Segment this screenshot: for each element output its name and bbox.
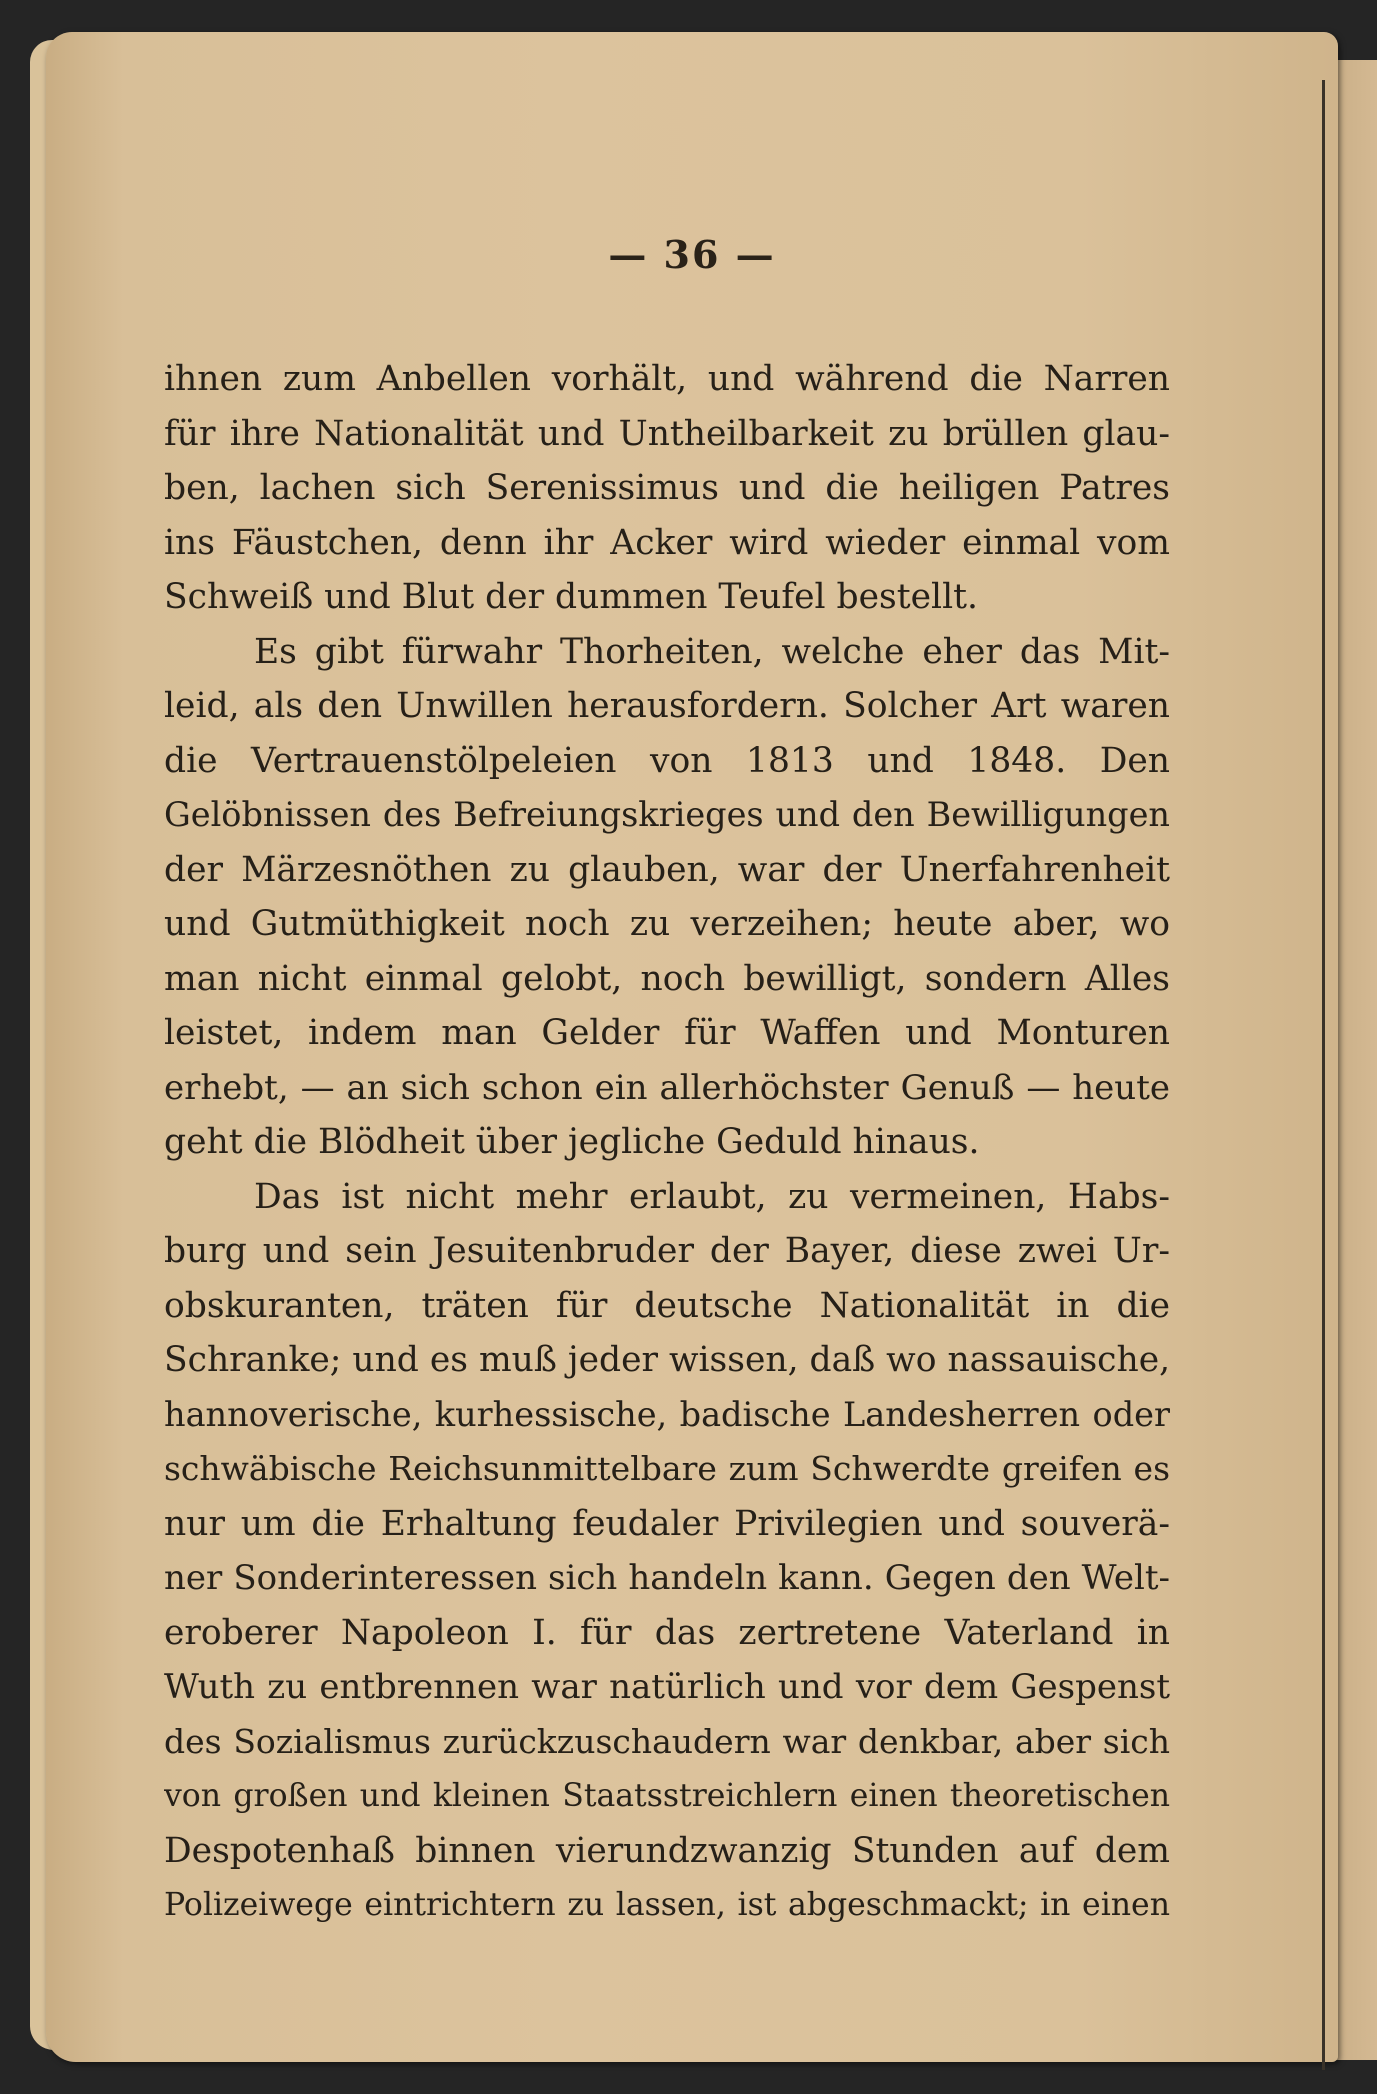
text-line: geht die Blödheit über jegliche Geduld hinaus.: [164, 1122, 980, 1162]
text-line: Schranke; und es muß jeder wissen, daß wo nassauische,: [164, 1340, 1170, 1380]
text-line: von großen und kleinen Staatsstreichlern einen theoretischen: [164, 1778, 1170, 1814]
body-text: [164, 352, 1170, 1933]
text-line: erhebt, — an sich schon ein allerhöchster Genuß — heute: [164, 1067, 1170, 1108]
text-line: schwäbische Reichsunmittelbare zum Schwerdte greifen es: [164, 1449, 1170, 1488]
text-line: man nicht einmal gelobt, noch bewilligt, sondern Alles: [164, 958, 1170, 999]
text-line: ins Fäustchen, denn ihr Acker wird wieder einmal vom: [164, 522, 1170, 563]
text-line: die Vertrauenstölpeleien von 1813 und 1848. Den: [164, 740, 1170, 781]
text-line: der Märzesnöthen zu glauben, war der Unerfahrenheit: [164, 849, 1170, 890]
text-line: Gelöbnissen des Befreiungskrieges und den Bewilligungen: [164, 795, 1170, 834]
book-page: [46, 32, 1338, 2062]
text-line: leid, als den Unwillen herausfordern. Solcher Art waren: [164, 686, 1170, 726]
text-line: nur um die Erhaltung feudaler Privilegien und souverä-: [164, 1503, 1170, 1544]
text-line: Polizeiwege eintrichtern zu lassen, ist abgeschmackt; in einen: [164, 1887, 1170, 1923]
text-line: Wuth zu entbrennen war natürlich und vor dem Gespenst: [164, 1667, 1170, 1707]
text-line: und Gutmüthigkeit noch zu verzeihen; heute aber, wo: [164, 904, 1170, 944]
paragraph-start-line: Es gibt fürwahr Thorheiten, welche eher das Mit-: [254, 631, 1170, 672]
gutter-shadow: [1322, 80, 1325, 2070]
text-line: für ihre Nationalität und Untheilbarkeit zu brüllen glau-: [164, 413, 1170, 454]
text-line: Schweiß und Blut der dummen Teufel bestellt.: [164, 577, 978, 617]
text-line: Despotenhaß binnen vierundzwanzig Stunden auf dem: [164, 1830, 1170, 1871]
paragraph-start-line: Das ist nicht mehr erlaubt, zu vermeinen, Habs-: [254, 1176, 1170, 1217]
text-line: ner Sonderinteressen sich handeln kann. Gegen den Welt-: [164, 1558, 1170, 1598]
text-line: ihnen zum Anbellen vorhält, und während die Narren: [164, 359, 1170, 399]
page-number: — 36 —: [608, 232, 776, 277]
text-line: hannoverische, kurhessische, badische Landesherren oder: [164, 1394, 1170, 1434]
text-line: ben, lachen sich Serenissimus und die heiligen Patres: [164, 468, 1170, 508]
text-line: burg und sein Jesuitenbruder der Bayer, diese zwei Ur-: [164, 1231, 1170, 1271]
text-line: des Sozialismus zurückzuschaudern war denkbar, aber sich: [164, 1721, 1170, 1761]
text-line: eroberer Napoleon I. für das zertretene Vaterland in: [164, 1612, 1170, 1653]
text-line: obskuranten, träten für deutsche Nationalität in die: [164, 1285, 1170, 1326]
text-line: leistet, indem man Gelder für Waffen und Monturen: [164, 1013, 1170, 1053]
